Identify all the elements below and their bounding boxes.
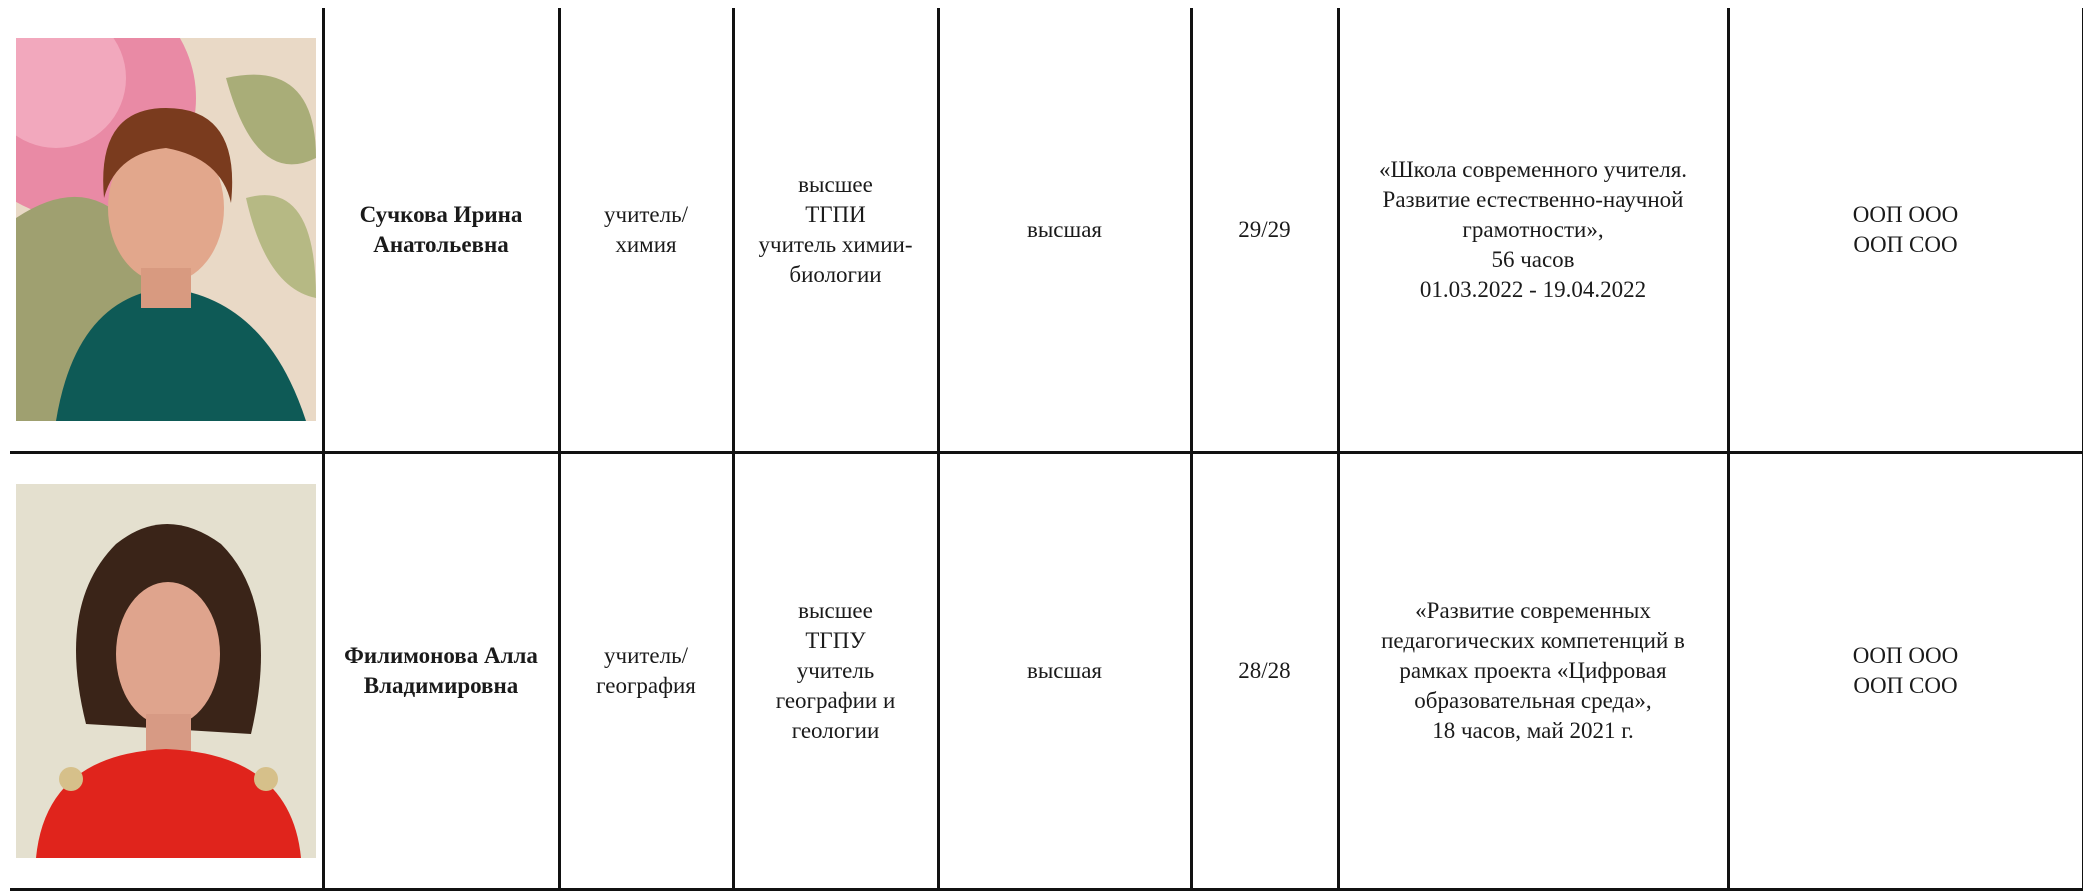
teacher-position: учитель/ химия [559, 8, 733, 453]
teacher-experience: 28/28 [1191, 453, 1338, 890]
teacher-name: Филимонова Алла Владимировна [323, 453, 559, 890]
teacher-education: высшее ТГПИ учитель химии- биологии [733, 8, 938, 453]
teacher-experience: 29/29 [1191, 8, 1338, 453]
teacher-courses: «Школа современного учителя. Развитие естественно-научной грамотности», 56 часов 01.03.2022 - 19.04.2022 [1338, 8, 1728, 453]
teacher-category: высшая [938, 453, 1191, 890]
table-row [10, 453, 2083, 890]
photo-cell [10, 453, 323, 890]
teachers-table [10, 8, 2083, 891]
teacher-courses: «Развитие современных педагогических компетенций в рамках проекта «Цифровая образовательная среда», 18 часов, май 2021 г. [1338, 453, 1728, 890]
teacher-name: Сучкова Ирина Анатольевна [323, 8, 559, 453]
table-row [10, 8, 2083, 453]
teacher-photo [16, 484, 316, 858]
teacher-programs: ООП ООО ООП СОО [1728, 8, 2083, 453]
teacher-programs: ООП ООО ООП СОО [1728, 453, 2083, 890]
teacher-education: высшее ТГПУ учитель географии и геологии [733, 453, 938, 890]
photo-cell [10, 8, 323, 453]
teacher-position: учитель/ география [559, 453, 733, 890]
teacher-category: высшая [938, 8, 1191, 453]
teacher-photo [16, 38, 316, 421]
